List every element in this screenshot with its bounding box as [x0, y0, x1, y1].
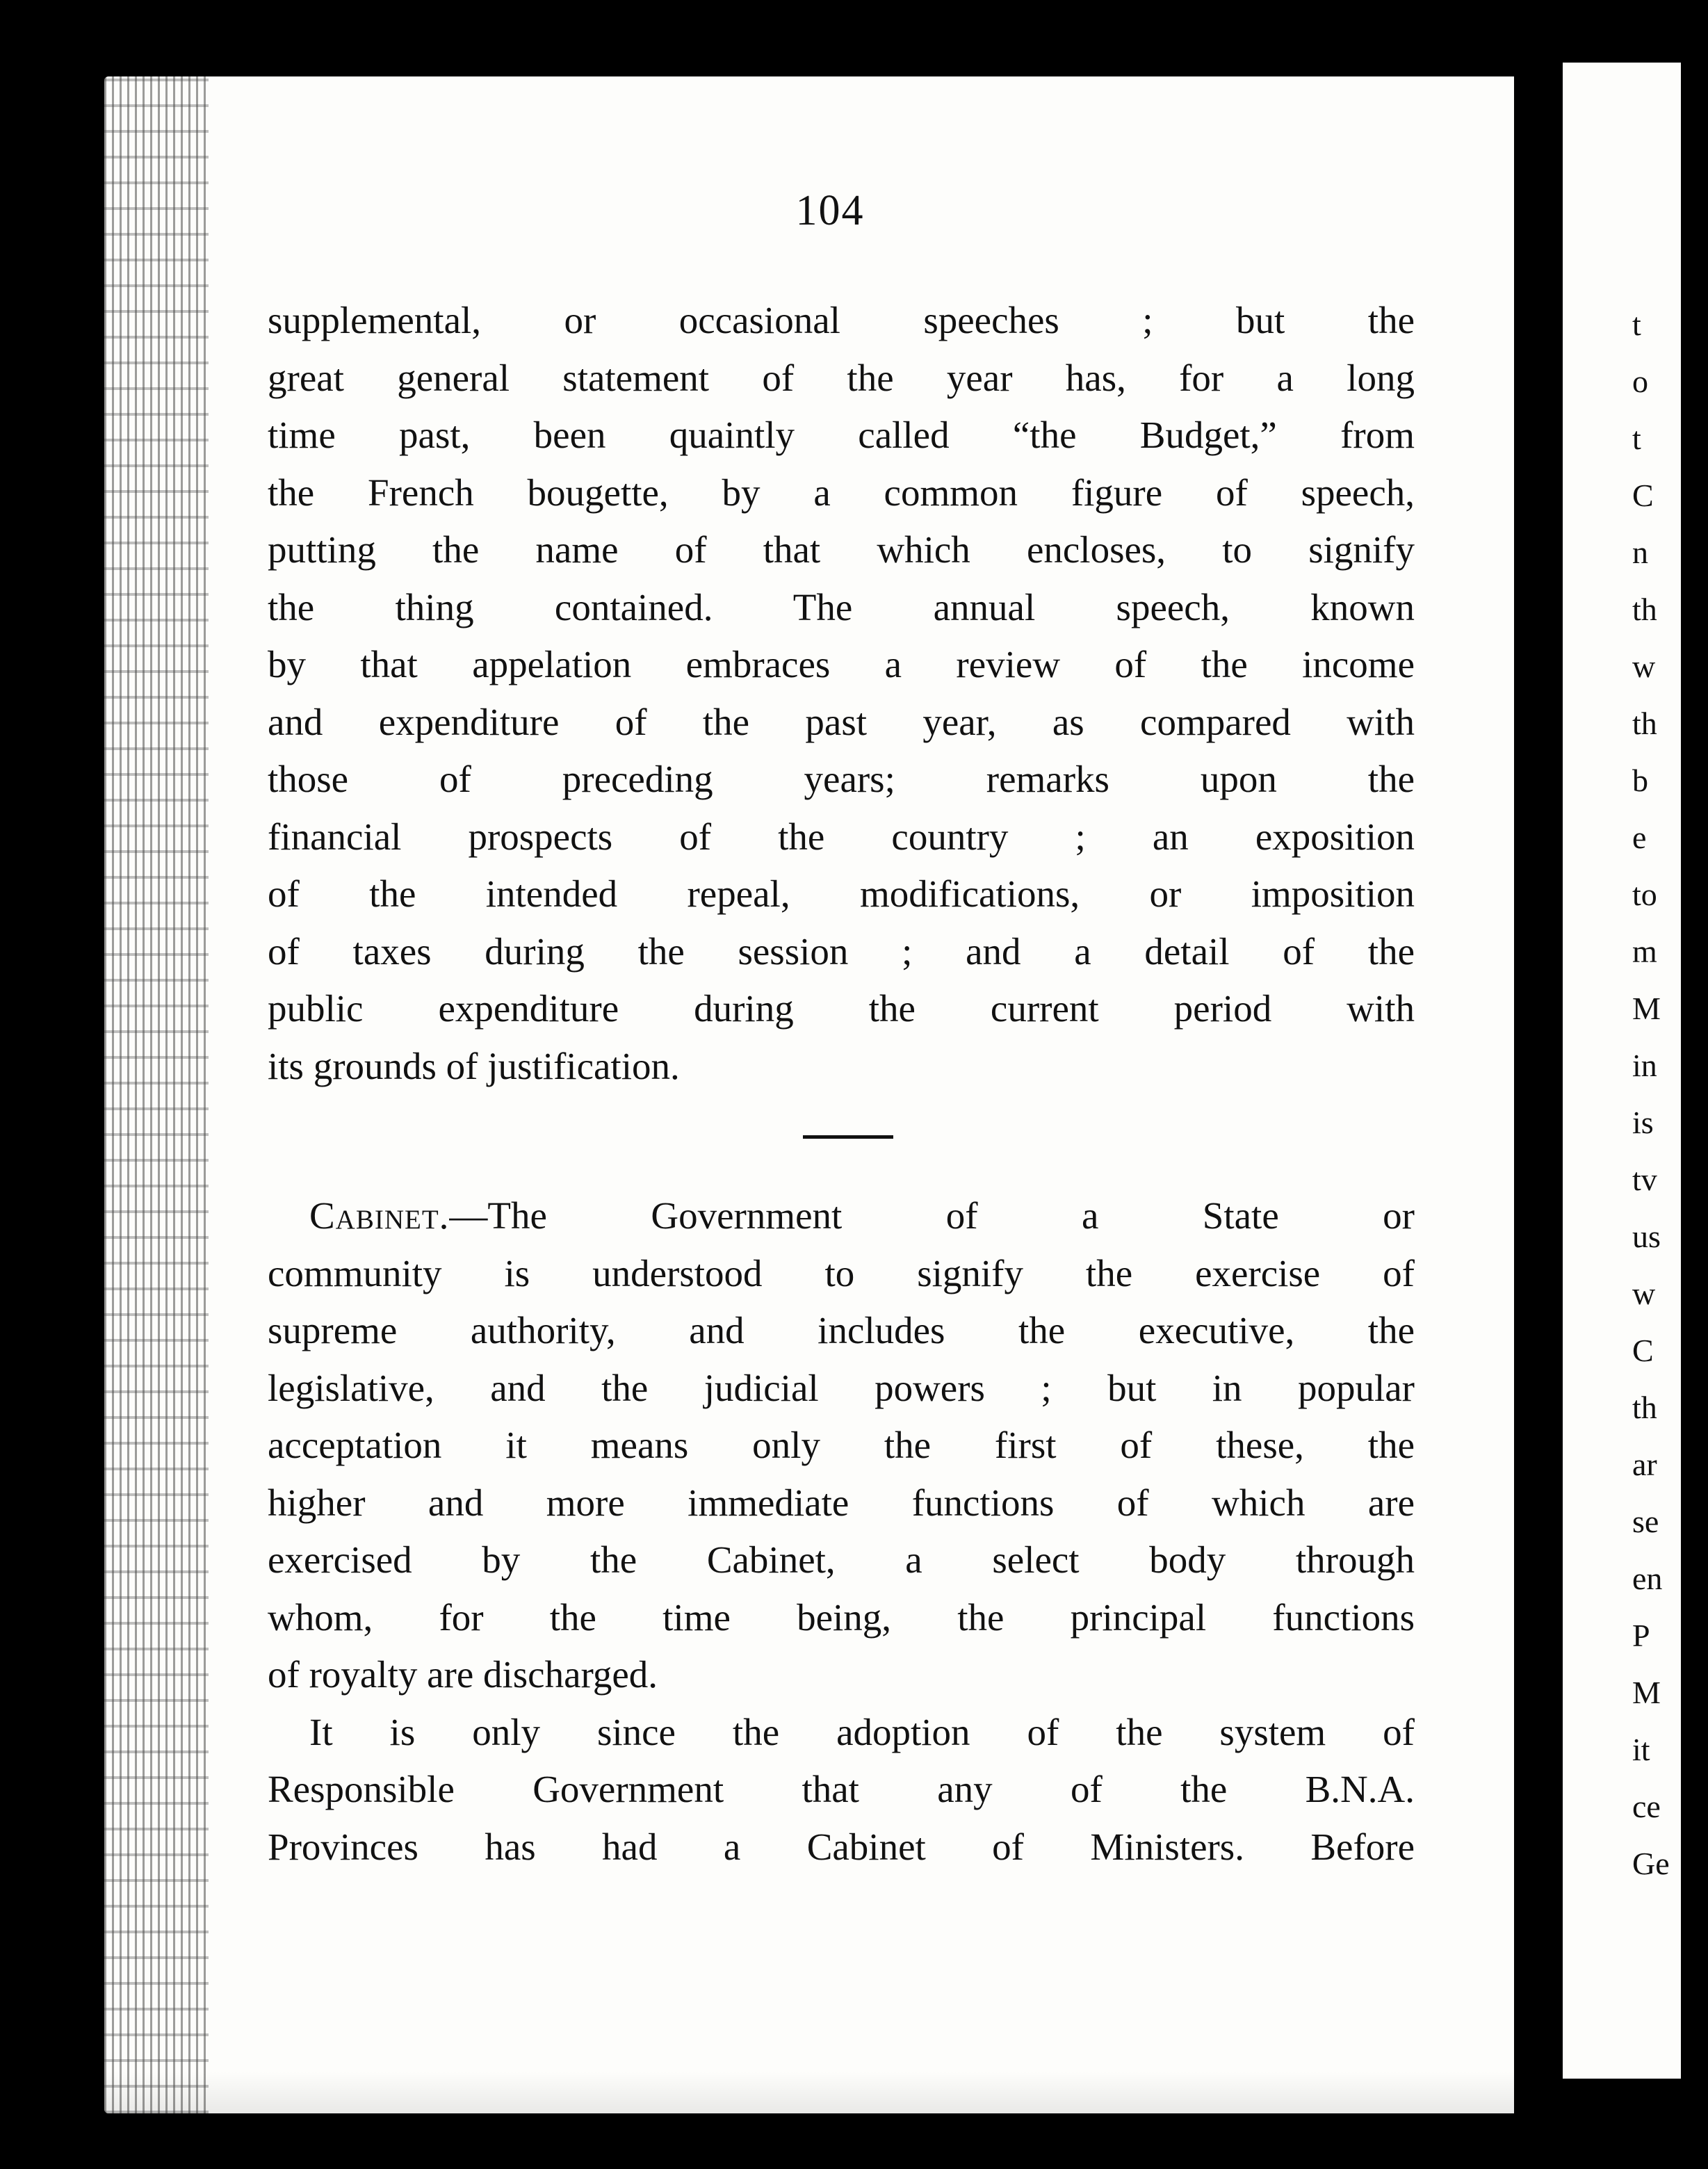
text-line: supplemental, or occasional speeches ; but the: [268, 299, 1415, 341]
text-line: time past, been quaintly called “the Budget,” from: [268, 414, 1415, 456]
text-line: Provinces has had a Cabinet of Ministers. Before: [268, 1825, 1415, 1868]
text-line: exercised by the Cabinet, a select body through: [268, 1538, 1415, 1581]
text-line: the thing contained. The annual speech, known: [268, 585, 1415, 628]
page-text: [268, 292, 1415, 1876]
facing-page-fragment: n: [1632, 535, 1648, 570]
facing-page-fragment: tv: [1632, 1162, 1657, 1197]
facing-page-fragment: e: [1632, 820, 1647, 855]
page-shadow: [104, 2072, 1514, 2113]
facing-page-fragment: se: [1632, 1504, 1659, 1539]
facing-page-fragment: ar: [1632, 1447, 1657, 1482]
text-line: financial prospects of the country ; an exposition: [268, 815, 1415, 858]
facing-page-fragment: ce: [1632, 1789, 1661, 1824]
text-line: by that appelation embraces a review of the income: [268, 643, 1415, 685]
text-line: of royalty are discharged.: [268, 1653, 658, 1696]
text-line: putting the name of that which encloses, to signify: [268, 528, 1415, 571]
facing-page-fragment: in: [1632, 1048, 1657, 1083]
page-number: 104: [795, 187, 865, 234]
facing-page-fragment: to: [1632, 877, 1657, 912]
text-line: and expenditure of the past year, as compared with: [268, 700, 1415, 743]
facing-page-sliver: [1563, 63, 1708, 2079]
facing-page-fragment: is: [1632, 1105, 1654, 1140]
text-line: acceptation it means only the first of these, the: [268, 1424, 1415, 1466]
facing-page-fragment: it: [1632, 1732, 1650, 1767]
facing-page-fragment: b: [1632, 763, 1648, 798]
text-line: of the intended repeal, modifications, or imposition: [268, 872, 1415, 915]
text-line: [268, 1187, 1415, 1245]
text-line: those of preceding years; remarks upon the: [268, 758, 1415, 800]
facing-page-fragment: M: [1632, 991, 1661, 1026]
facing-page-fragment: C: [1632, 1333, 1654, 1368]
facing-page-fragment: Ge: [1632, 1846, 1670, 1881]
book-page: [104, 76, 1514, 2113]
text-line: public expenditure during the current period with: [268, 987, 1415, 1030]
facing-page-fragment: th: [1632, 706, 1657, 741]
facing-page-fragment: th: [1632, 592, 1657, 627]
text-line: whom, for the time being, the principal functions: [268, 1595, 1415, 1639]
facing-page-fragment: th: [1632, 1390, 1657, 1425]
facing-page-fragment: C: [1632, 478, 1654, 513]
facing-page-fragment: w: [1632, 1276, 1656, 1311]
facing-page-fragment: w: [1632, 649, 1656, 684]
text-line: It is only since the adoption of the system of: [309, 1710, 1415, 1753]
facing-page-edge: [1681, 63, 1708, 2079]
text-line: great general statement of the year has, for a long: [268, 356, 1415, 399]
cabinet-heading: Cabinet.: [309, 1194, 450, 1237]
facing-page-fragment: M: [1632, 1675, 1661, 1710]
text-line: community is understood to signify the exercise of: [268, 1251, 1415, 1294]
facing-page-fragment: o: [1632, 364, 1648, 399]
facing-page-fragment: us: [1632, 1219, 1661, 1254]
budget-paragraph: [268, 292, 1415, 1095]
text-line: of taxes during the session ; and a detail of the: [268, 929, 1415, 973]
facing-page-fragment: t: [1632, 307, 1641, 342]
text-line: supreme authority, and includes the executive, the: [268, 1309, 1415, 1351]
section-divider: [803, 1135, 893, 1139]
text-line: its grounds of justification.: [268, 1044, 680, 1087]
text-line: the French bougette, by a common figure of speech,: [268, 471, 1415, 514]
book-spine: [1514, 63, 1563, 2093]
text-line-rest: —The Government of a State or: [449, 1194, 1415, 1237]
text-line: Responsible Government that any of the B.N.A.: [268, 1768, 1415, 1810]
facing-page-fragment: P: [1632, 1618, 1650, 1653]
facing-page-fragment: en: [1632, 1561, 1663, 1596]
text-line: higher and more immediate functions of which are: [268, 1481, 1415, 1524]
facing-page-fragment: m: [1632, 934, 1657, 969]
facing-page-fragment: t: [1632, 421, 1641, 456]
cabinet-paragraph: [268, 1187, 1415, 1704]
page-gutter-edge: [104, 76, 209, 2113]
text-line: legislative, and the judicial powers ; but in popular: [268, 1366, 1415, 1409]
responsible-government-paragraph: [268, 1704, 1415, 1876]
